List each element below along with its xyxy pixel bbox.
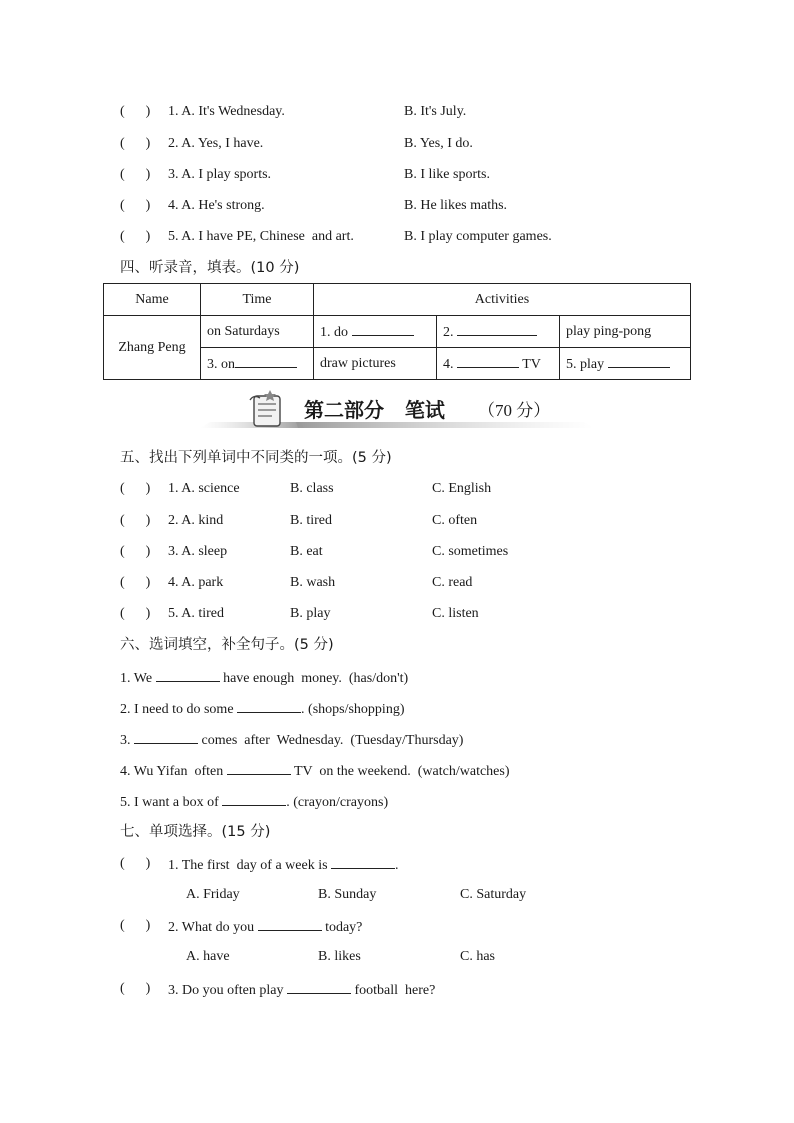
table-cell: draw pictures: [314, 348, 437, 380]
section-heading-4: 四、听录音，填表。(10 分): [120, 260, 300, 276]
option-c[interactable]: C. has: [460, 949, 495, 964]
option-a: 3. A. I play sports.: [168, 167, 272, 182]
option-a: 5. A. tired: [168, 606, 224, 621]
activities-table: [103, 283, 691, 380]
answer-paren[interactable]: ( ): [120, 544, 151, 559]
fill-blank[interactable]: [156, 668, 220, 682]
sentence-end: have enough money. (has/don't): [223, 671, 409, 686]
sentence-end: TV on the weekend. (watch/watches): [294, 764, 510, 779]
table-cell: [314, 316, 437, 348]
table-header-name: Name: [104, 284, 201, 316]
stem-text: 2. What do you: [168, 920, 255, 935]
sentence-start: 2. I need to do some: [120, 702, 234, 717]
option-b: B. wash: [290, 575, 336, 590]
option-b: B. tired: [290, 513, 332, 528]
option-b: B. I like sports.: [404, 167, 490, 182]
answer-paren[interactable]: ( ): [120, 198, 151, 213]
answer-paren[interactable]: ( ): [120, 229, 151, 244]
sentence-start: 3.: [120, 733, 131, 748]
option-a: 3. A. sleep: [168, 544, 228, 559]
answer-paren[interactable]: ( ): [120, 167, 151, 182]
option-b: B. He likes maths.: [404, 198, 508, 213]
fill-sentence: [120, 699, 404, 719]
option-b[interactable]: B. likes: [318, 949, 361, 964]
section-heading-5: 五、找出下列单词中不同类的一项。(5 分): [120, 450, 392, 466]
table-cell-name: Zhang Peng: [104, 316, 201, 380]
option-a: 4. A. He's strong.: [168, 198, 265, 213]
section-heading-6: 六、选词填空，补全句子。(5 分): [120, 637, 334, 653]
option-c: C. often: [432, 513, 478, 528]
option-c: C. English: [432, 481, 492, 496]
sentence-end: . (shops/shopping): [301, 702, 405, 717]
option-b: B. play: [290, 606, 331, 621]
fill-sentence: [120, 792, 388, 812]
sentence-end: comes after Wednesday. (Tuesday/Thursday): [201, 733, 464, 748]
option-b[interactable]: B. Sunday: [318, 887, 377, 902]
cell-label: 4.: [443, 357, 454, 372]
answer-paren[interactable]: ( ): [120, 981, 151, 996]
banner-score: （70 分）: [478, 401, 551, 420]
table-header-activities: Activities: [314, 284, 691, 316]
fill-blank[interactable]: [457, 354, 519, 368]
table-row: [104, 316, 691, 348]
table-cell: play ping-pong: [560, 316, 691, 348]
stem-end: .: [395, 858, 399, 873]
stem-end: today?: [325, 920, 363, 935]
fill-blank[interactable]: [457, 322, 537, 336]
table-cell: [437, 348, 560, 380]
fill-blank[interactable]: [352, 322, 414, 336]
scroll-icon: [250, 390, 280, 426]
cell-label: 5. play: [566, 357, 605, 372]
fill-blank[interactable]: [331, 855, 395, 869]
answer-paren[interactable]: ( ): [120, 513, 151, 528]
fill-sentence: [120, 730, 463, 750]
fill-blank[interactable]: [235, 354, 297, 368]
banner-title: 第二部分 笔试: [304, 398, 445, 422]
answer-paren[interactable]: ( ): [120, 575, 151, 590]
option-c: C. read: [432, 575, 473, 590]
cell-label: TV: [522, 357, 541, 372]
table-cell: on Saturdays: [201, 316, 314, 348]
sentence-start: 4. Wu Yifan often: [120, 764, 224, 779]
option-b: B. eat: [290, 544, 323, 559]
option-a: 1. A. science: [168, 481, 240, 496]
option-a: 1. A. It's Wednesday.: [168, 104, 285, 119]
question-stem: [168, 917, 362, 937]
fill-blank[interactable]: [258, 917, 322, 931]
fill-blank[interactable]: [222, 792, 286, 806]
fill-blank[interactable]: [134, 730, 198, 744]
question-stem: [168, 980, 435, 1000]
table-header-time: Time: [201, 284, 314, 316]
question-stem: [168, 855, 399, 875]
fill-blank[interactable]: [287, 980, 351, 994]
banner-left-stripe: [200, 422, 304, 428]
stem-text: 1. The first day of a week is: [168, 858, 328, 873]
fill-blank[interactable]: [227, 761, 291, 775]
sentence-start: 5. I want a box of: [120, 795, 219, 810]
stem-end: football here?: [354, 983, 436, 998]
option-b: B. I play computer games.: [404, 229, 552, 244]
stem-text: 3. Do you often play: [168, 983, 284, 998]
fill-blank[interactable]: [608, 354, 670, 368]
option-a: 2. A. kind: [168, 513, 224, 528]
answer-paren[interactable]: ( ): [120, 104, 151, 119]
option-a[interactable]: A. Friday: [186, 887, 240, 902]
table-cell: [560, 348, 691, 380]
fill-blank[interactable]: [237, 699, 301, 713]
fill-sentence: [120, 668, 408, 688]
table-header-row: [104, 284, 691, 316]
answer-paren[interactable]: ( ): [120, 606, 151, 621]
sentence-start: 1. We: [120, 671, 153, 686]
section-heading-7: 七、单项选择。(15 分): [120, 824, 271, 840]
option-b: B. Yes, I do.: [404, 136, 473, 151]
option-a[interactable]: A. have: [186, 949, 230, 964]
cell-label: 3. on: [207, 357, 235, 372]
option-a: 4. A. park: [168, 575, 224, 590]
option-c: C. sometimes: [432, 544, 509, 559]
sentence-end: . (crayon/crayons): [286, 795, 389, 810]
option-b: B. class: [290, 481, 334, 496]
answer-paren[interactable]: ( ): [120, 481, 151, 496]
table-cell: [437, 316, 560, 348]
option-c[interactable]: C. Saturday: [460, 887, 527, 902]
option-a: 5. A. I have PE, Chinese and art.: [168, 229, 354, 244]
cell-label: 1. do: [320, 325, 348, 340]
answer-paren[interactable]: ( ): [120, 856, 151, 871]
option-a: 2. A. Yes, I have.: [168, 136, 264, 151]
option-c: C. listen: [432, 606, 479, 621]
answer-paren[interactable]: ( ): [120, 136, 151, 151]
fill-sentence: [120, 761, 510, 781]
table-cell: [201, 348, 314, 380]
answer-paren[interactable]: ( ): [120, 918, 151, 933]
option-b: B. It's July.: [404, 104, 467, 119]
cell-label: 2.: [443, 325, 454, 340]
